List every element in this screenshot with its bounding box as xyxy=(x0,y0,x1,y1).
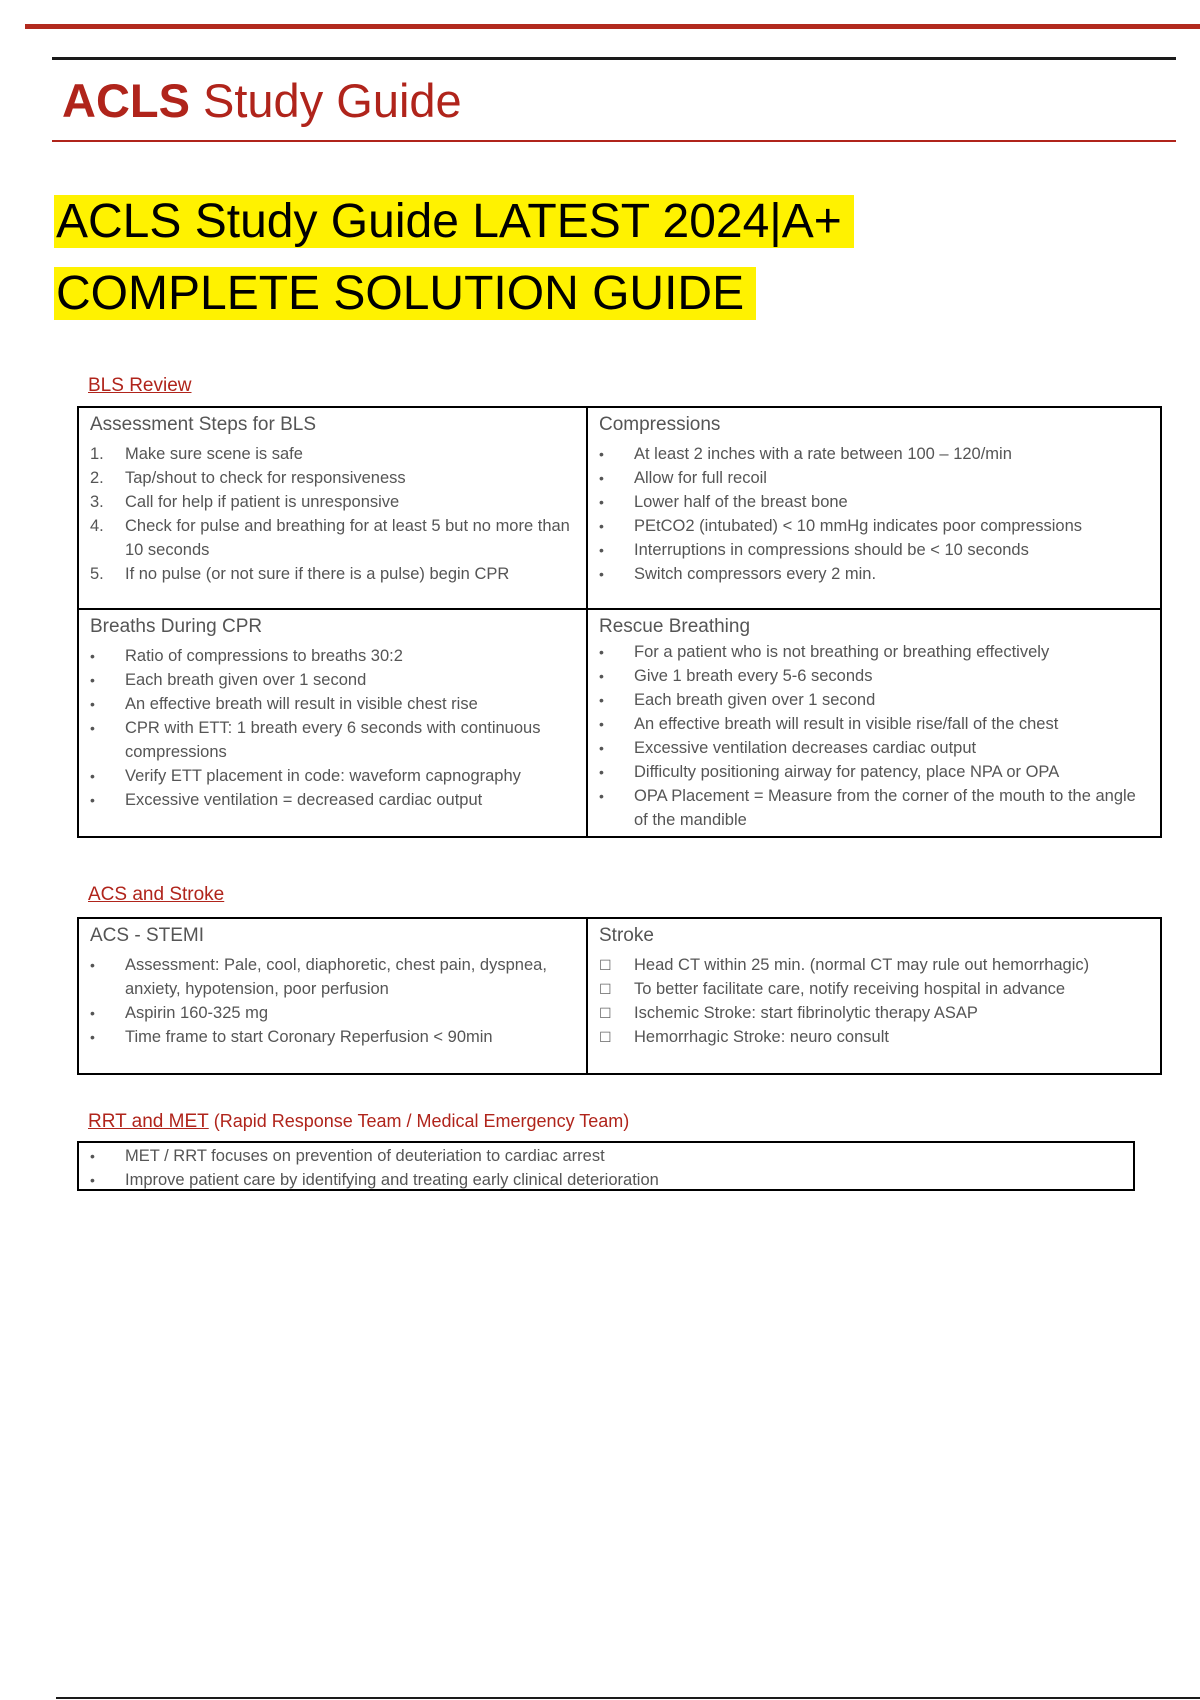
cell-compressions xyxy=(587,407,1161,609)
bullet-icon: • xyxy=(90,1172,95,1188)
list-item-text: An effective breath will result in visible chest rise xyxy=(125,695,478,713)
list-item xyxy=(90,668,576,692)
rrt-subtitle: (Rapid Response Team / Medical Emergency Team) xyxy=(208,1111,630,1131)
list-item-text: Tap/shout to check for responsiveness xyxy=(125,469,406,487)
bullet-icon: • xyxy=(90,1148,95,1164)
list-item xyxy=(599,538,1150,562)
list-item xyxy=(599,712,1150,736)
bullet-icon: • xyxy=(599,566,604,582)
compressions-heading: Compressions xyxy=(599,414,721,435)
section-title-acs xyxy=(88,884,224,906)
list-item-text: Make sure scene is safe xyxy=(125,445,303,463)
list-item xyxy=(599,640,1150,664)
list-item-text: Lower half of the breast bone xyxy=(634,493,848,511)
list-item xyxy=(599,736,1150,760)
list-item-text: Give 1 breath every 5-6 seconds xyxy=(634,667,873,685)
list-item xyxy=(599,562,1150,586)
list-item-text: Ratio of compressions to breaths 30:2 xyxy=(125,647,403,665)
acs-title-text: ACS and Stroke xyxy=(88,884,225,905)
rrt-title-text: RRT and MET xyxy=(88,1111,209,1132)
list-item xyxy=(599,688,1150,712)
bullet-icon: • xyxy=(90,720,95,736)
list-item xyxy=(90,692,576,716)
bls-table xyxy=(77,406,1162,838)
list-item xyxy=(599,977,1150,1001)
header-title-rest: Study Guide xyxy=(189,74,462,127)
list-item xyxy=(90,1168,1123,1192)
stemi-heading: ACS - STEMI xyxy=(90,925,205,946)
list-item xyxy=(599,514,1150,538)
section-title-bls xyxy=(88,375,192,397)
bullet-icon: • xyxy=(90,957,95,973)
list-item xyxy=(599,784,1150,832)
list-item xyxy=(599,1001,1150,1025)
list-item-text: OPA Placement = Measure from the corner of the mouth to the angle of the mandible xyxy=(634,787,1136,829)
list-number: 5. xyxy=(90,565,104,583)
stemi-list xyxy=(90,953,576,1049)
breaths-list xyxy=(90,644,576,812)
list-item-text: Each breath given over 1 second xyxy=(125,671,367,689)
bullet-icon: • xyxy=(90,768,95,784)
list-item-text: For a patient who is not breathing or breathing effectively xyxy=(634,643,1050,661)
list-item xyxy=(90,1144,1123,1168)
bullet-icon: • xyxy=(90,1005,95,1021)
list-item xyxy=(90,953,576,1001)
list-item xyxy=(599,490,1150,514)
rrt-box xyxy=(77,1141,1135,1191)
list-number: 1. xyxy=(90,445,104,463)
bullet-icon: • xyxy=(599,764,604,780)
bullet-icon: • xyxy=(90,672,95,688)
list-item xyxy=(599,442,1150,466)
bullet-icon: • xyxy=(599,644,604,660)
list-number: 3. xyxy=(90,493,104,511)
cell-assessment xyxy=(78,407,587,609)
header-title-strong: ACLS xyxy=(62,74,190,127)
checkbox-icon: ☐ xyxy=(599,957,612,973)
cell-breaths xyxy=(78,609,587,837)
stroke-heading: Stroke xyxy=(599,925,654,946)
list-item xyxy=(599,466,1150,490)
bullet-icon: • xyxy=(599,470,604,486)
bls-row-2 xyxy=(78,609,1161,837)
list-item xyxy=(599,1025,1150,1049)
top-accent-rule xyxy=(25,24,1200,29)
list-item-text: MET / RRT focuses on prevention of deuteriation to cardiac arrest xyxy=(125,1147,605,1165)
bls-title-text: BLS Review xyxy=(88,375,192,396)
list-number: 2. xyxy=(90,469,104,487)
list-item-text: Ischemic Stroke: start fibrinolytic therapy ASAP xyxy=(634,1004,978,1022)
list-item xyxy=(90,764,576,788)
checkbox-icon: ☐ xyxy=(599,1005,612,1021)
list-item-text: Call for help if patient is unresponsive xyxy=(125,493,400,511)
bullet-icon: • xyxy=(90,696,95,712)
bullet-icon: • xyxy=(599,668,604,684)
list-item-text: Improve patient care by identifying and treating early clinical deterioration xyxy=(125,1171,659,1189)
list-item-text: Aspirin 160-325 mg xyxy=(125,1004,269,1022)
bullet-icon: • xyxy=(599,542,604,558)
bullet-icon: • xyxy=(599,788,604,804)
list-item xyxy=(90,490,576,514)
rescue-heading: Rescue Breathing xyxy=(599,616,751,637)
bullet-icon: • xyxy=(90,792,95,808)
list-item xyxy=(90,644,576,668)
list-item xyxy=(599,953,1150,977)
document-title xyxy=(54,186,1054,330)
bullet-icon: • xyxy=(90,1029,95,1045)
cell-stemi xyxy=(78,918,587,1074)
list-item xyxy=(90,562,576,586)
bullet-icon: • xyxy=(599,518,604,534)
header-bottom-rule xyxy=(52,140,1176,142)
bullet-icon: • xyxy=(599,494,604,510)
list-item xyxy=(90,1025,576,1049)
stroke-list xyxy=(599,953,1150,1049)
list-item-text: PEtCO2 (intubated) < 10 mmHg indicates poor compressions xyxy=(634,517,1082,535)
list-item-text: An effective breath will result in visible rise/fall of the chest xyxy=(634,715,1059,733)
list-item-text: Difficulty positioning airway for patency, place NPA or OPA xyxy=(634,763,1060,781)
list-item xyxy=(90,788,576,812)
list-item xyxy=(599,760,1150,784)
cell-stroke xyxy=(587,918,1161,1074)
footer-rule xyxy=(56,1697,1200,1699)
bullet-icon: • xyxy=(599,716,604,732)
acs-row xyxy=(78,918,1161,1074)
cell-rescue-breathing xyxy=(587,609,1161,837)
list-item xyxy=(90,716,576,764)
list-item-text: Each breath given over 1 second xyxy=(634,691,876,709)
list-item-text: Hemorrhagic Stroke: neuro consult xyxy=(634,1028,889,1046)
running-header xyxy=(62,72,462,130)
list-item xyxy=(90,466,576,490)
bullet-icon: • xyxy=(599,446,604,462)
list-item-text: Excessive ventilation decreases cardiac output xyxy=(634,739,977,757)
bls-row-1 xyxy=(78,407,1161,609)
list-item-text: Allow for full recoil xyxy=(634,469,767,487)
list-item-text: Assessment: Pale, cool, diaphoretic, chest pain, dyspnea, anxiety, hypotension, poor perfusion xyxy=(125,956,547,998)
list-item-text: To better facilitate care, notify receiving hospital in advance xyxy=(634,980,1066,998)
bullet-icon: • xyxy=(599,740,604,756)
list-item-text: If no pulse (or not sure if there is a pulse) begin CPR xyxy=(125,565,510,583)
list-item-text: Verify ETT placement in code: waveform capnography xyxy=(125,767,521,785)
list-item-text: At least 2 inches with a rate between 100 – 120/min xyxy=(634,445,1012,463)
checkbox-icon: ☐ xyxy=(599,1029,612,1045)
header-top-rule xyxy=(52,57,1176,60)
list-item xyxy=(90,1001,576,1025)
bullet-icon: • xyxy=(599,692,604,708)
list-item-text: Check for pulse and breathing for at least 5 but no more than 10 seconds xyxy=(125,517,570,559)
acs-table xyxy=(77,917,1162,1075)
bullet-icon: • xyxy=(90,648,95,664)
section-title-rrt xyxy=(88,1111,629,1133)
list-item-text: Switch compressors every 2 min. xyxy=(634,565,877,583)
list-number: 4. xyxy=(90,517,104,535)
list-item-text: Excessive ventilation = decreased cardiac output xyxy=(125,791,483,809)
document-title-highlight: ACLS Study Guide LATEST 2024|A+ COMPLETE SOLUTION GUIDE xyxy=(54,195,854,320)
list-item-text: Head CT within 25 min. (normal CT may rule out hemorrhagic) xyxy=(634,956,1090,974)
list-item xyxy=(90,442,576,466)
breaths-heading: Breaths During CPR xyxy=(90,616,263,637)
rrt-list xyxy=(90,1144,1123,1192)
list-item xyxy=(90,514,576,562)
assessment-list xyxy=(90,442,576,586)
rescue-list xyxy=(599,640,1150,832)
assessment-heading: Assessment Steps for BLS xyxy=(90,414,316,435)
list-item-text: CPR with ETT: 1 breath every 6 seconds with continuous compressions xyxy=(125,719,541,761)
compressions-list xyxy=(599,442,1150,586)
list-item-text: Time frame to start Coronary Reperfusion < 90min xyxy=(125,1028,493,1046)
list-item xyxy=(599,664,1150,688)
checkbox-icon: ☐ xyxy=(599,981,612,997)
list-item-text: Interruptions in compressions should be < 10 seconds xyxy=(634,541,1029,559)
